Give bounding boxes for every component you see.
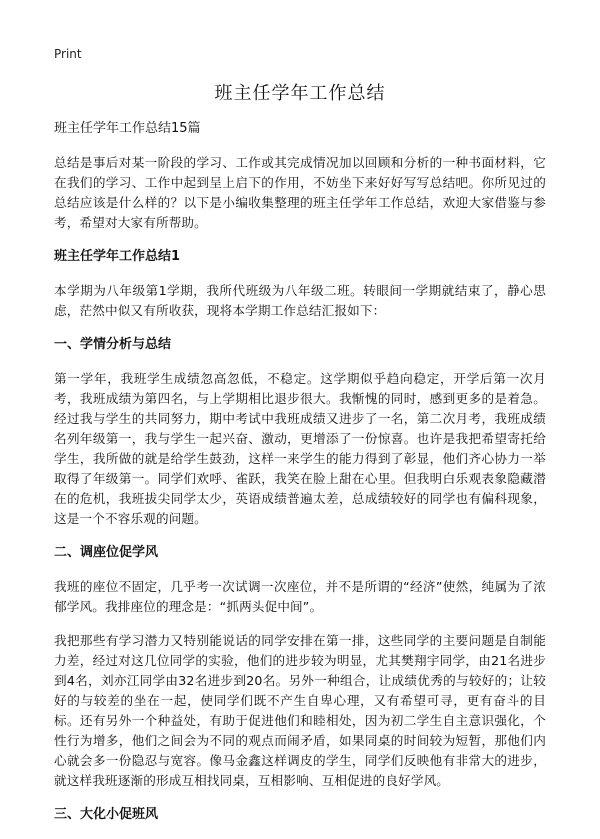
section-1-paragraph: 本学期为八年级第1学期，我所代班级为八年级二班。转眼间一学期就结束了，静心思虑，茫然中似又有所收获，现将本学期工作总结汇报如下： [54, 283, 546, 318]
seating-paragraph-1: 我班的座位不固定，几乎考一次试调一次座位，并不是所谓的“经济”使然，纯属为了浓郁学风。我排座位的理念是：“抓两头促中间”。 [54, 579, 546, 614]
section-heading-study-analysis: 一、学情分析与总结 [54, 337, 172, 352]
section-heading-class-culture: 三、大化小促班风 [54, 807, 159, 822]
study-analysis-paragraph: 第一学年，我班学生成绩忽高忽低，不稳定。这学期似乎趋向稳定，开学后第一次月考，我班成绩为第四名，与上学期相比退步很大。我惭愧的同时，感到更多的是着急。经过我与学生的共同努力，期中考试中我班成绩又进步了一名，第二次月考，我班成绩名列年级第一，我与学生一起兴奋、激动，更增添了一份惊喜。也许是我把希望寄托给学生，我所做的就是给学生鼓劲，这样一来学生的能力得到了彰显，他们齐心协力一举取得了年级第一。同学们欢呼、雀跃，我笑在脸上甜在心里。但我明白乐观表象隐藏潜在的危机，我班拔尖同学太少，英语成绩普遍太差，总成绩较好的同学也有偏科现象，这是一个不容乐观的问题。 [54, 371, 546, 526]
section-heading-seating: 二、调座位促学风 [54, 545, 159, 560]
document-subtitle: 班主任学年工作总结15篇 [54, 121, 201, 136]
intro-paragraph: 总结是事后对某一阶段的学习、工作或其完成情况加以回顾和分析的一种书面材料，它在我们的学习、工作中起到呈上启下的作用，不妨坐下来好好写写总结吧。你所见过的总结应该是什么样的？以下是小编收集整理的班主任学年工作总结，欢迎大家借鉴与参考，希望对大家有所帮助。 [54, 155, 546, 230]
page-title: 班主任学年工作总结 [214, 83, 386, 104]
seating-paragraph-2: 我把那些有学习潜力又特别能说话的同学安排在第一排，这些同学的主要问题是自制能力差，经过对这几位同学的实验，他们的进步较为明显，尤其樊翔宇同学，由21名进步到4名，刘亦江同学由32名进步到20名。另外一种组合，让成绩优秀的与较好的；让较好的与较差的坐在一起，使同学们既不产生自卑心理，又有希望可寻，更有奋斗的目标。还有另外一个种益处，有助于促进他们和睦相处，因为初二学生自主意识强化，个性行为增多，他们之间会为不同的观点而闹矛盾，如果同桌的时间较为短暂，那他们内心就会多一份隐忍与宽容。像马金鑫这样调皮的学生，同学们反映他有非常大的进步，就这样我班逐渐的形成互相找同桌，互相影响、互相促进的良好学风。 [54, 633, 546, 788]
print-link[interactable]: Print [54, 47, 82, 61]
document-body [54, 119, 546, 839]
section-heading-1: 班主任学年工作总结1 [54, 249, 181, 264]
